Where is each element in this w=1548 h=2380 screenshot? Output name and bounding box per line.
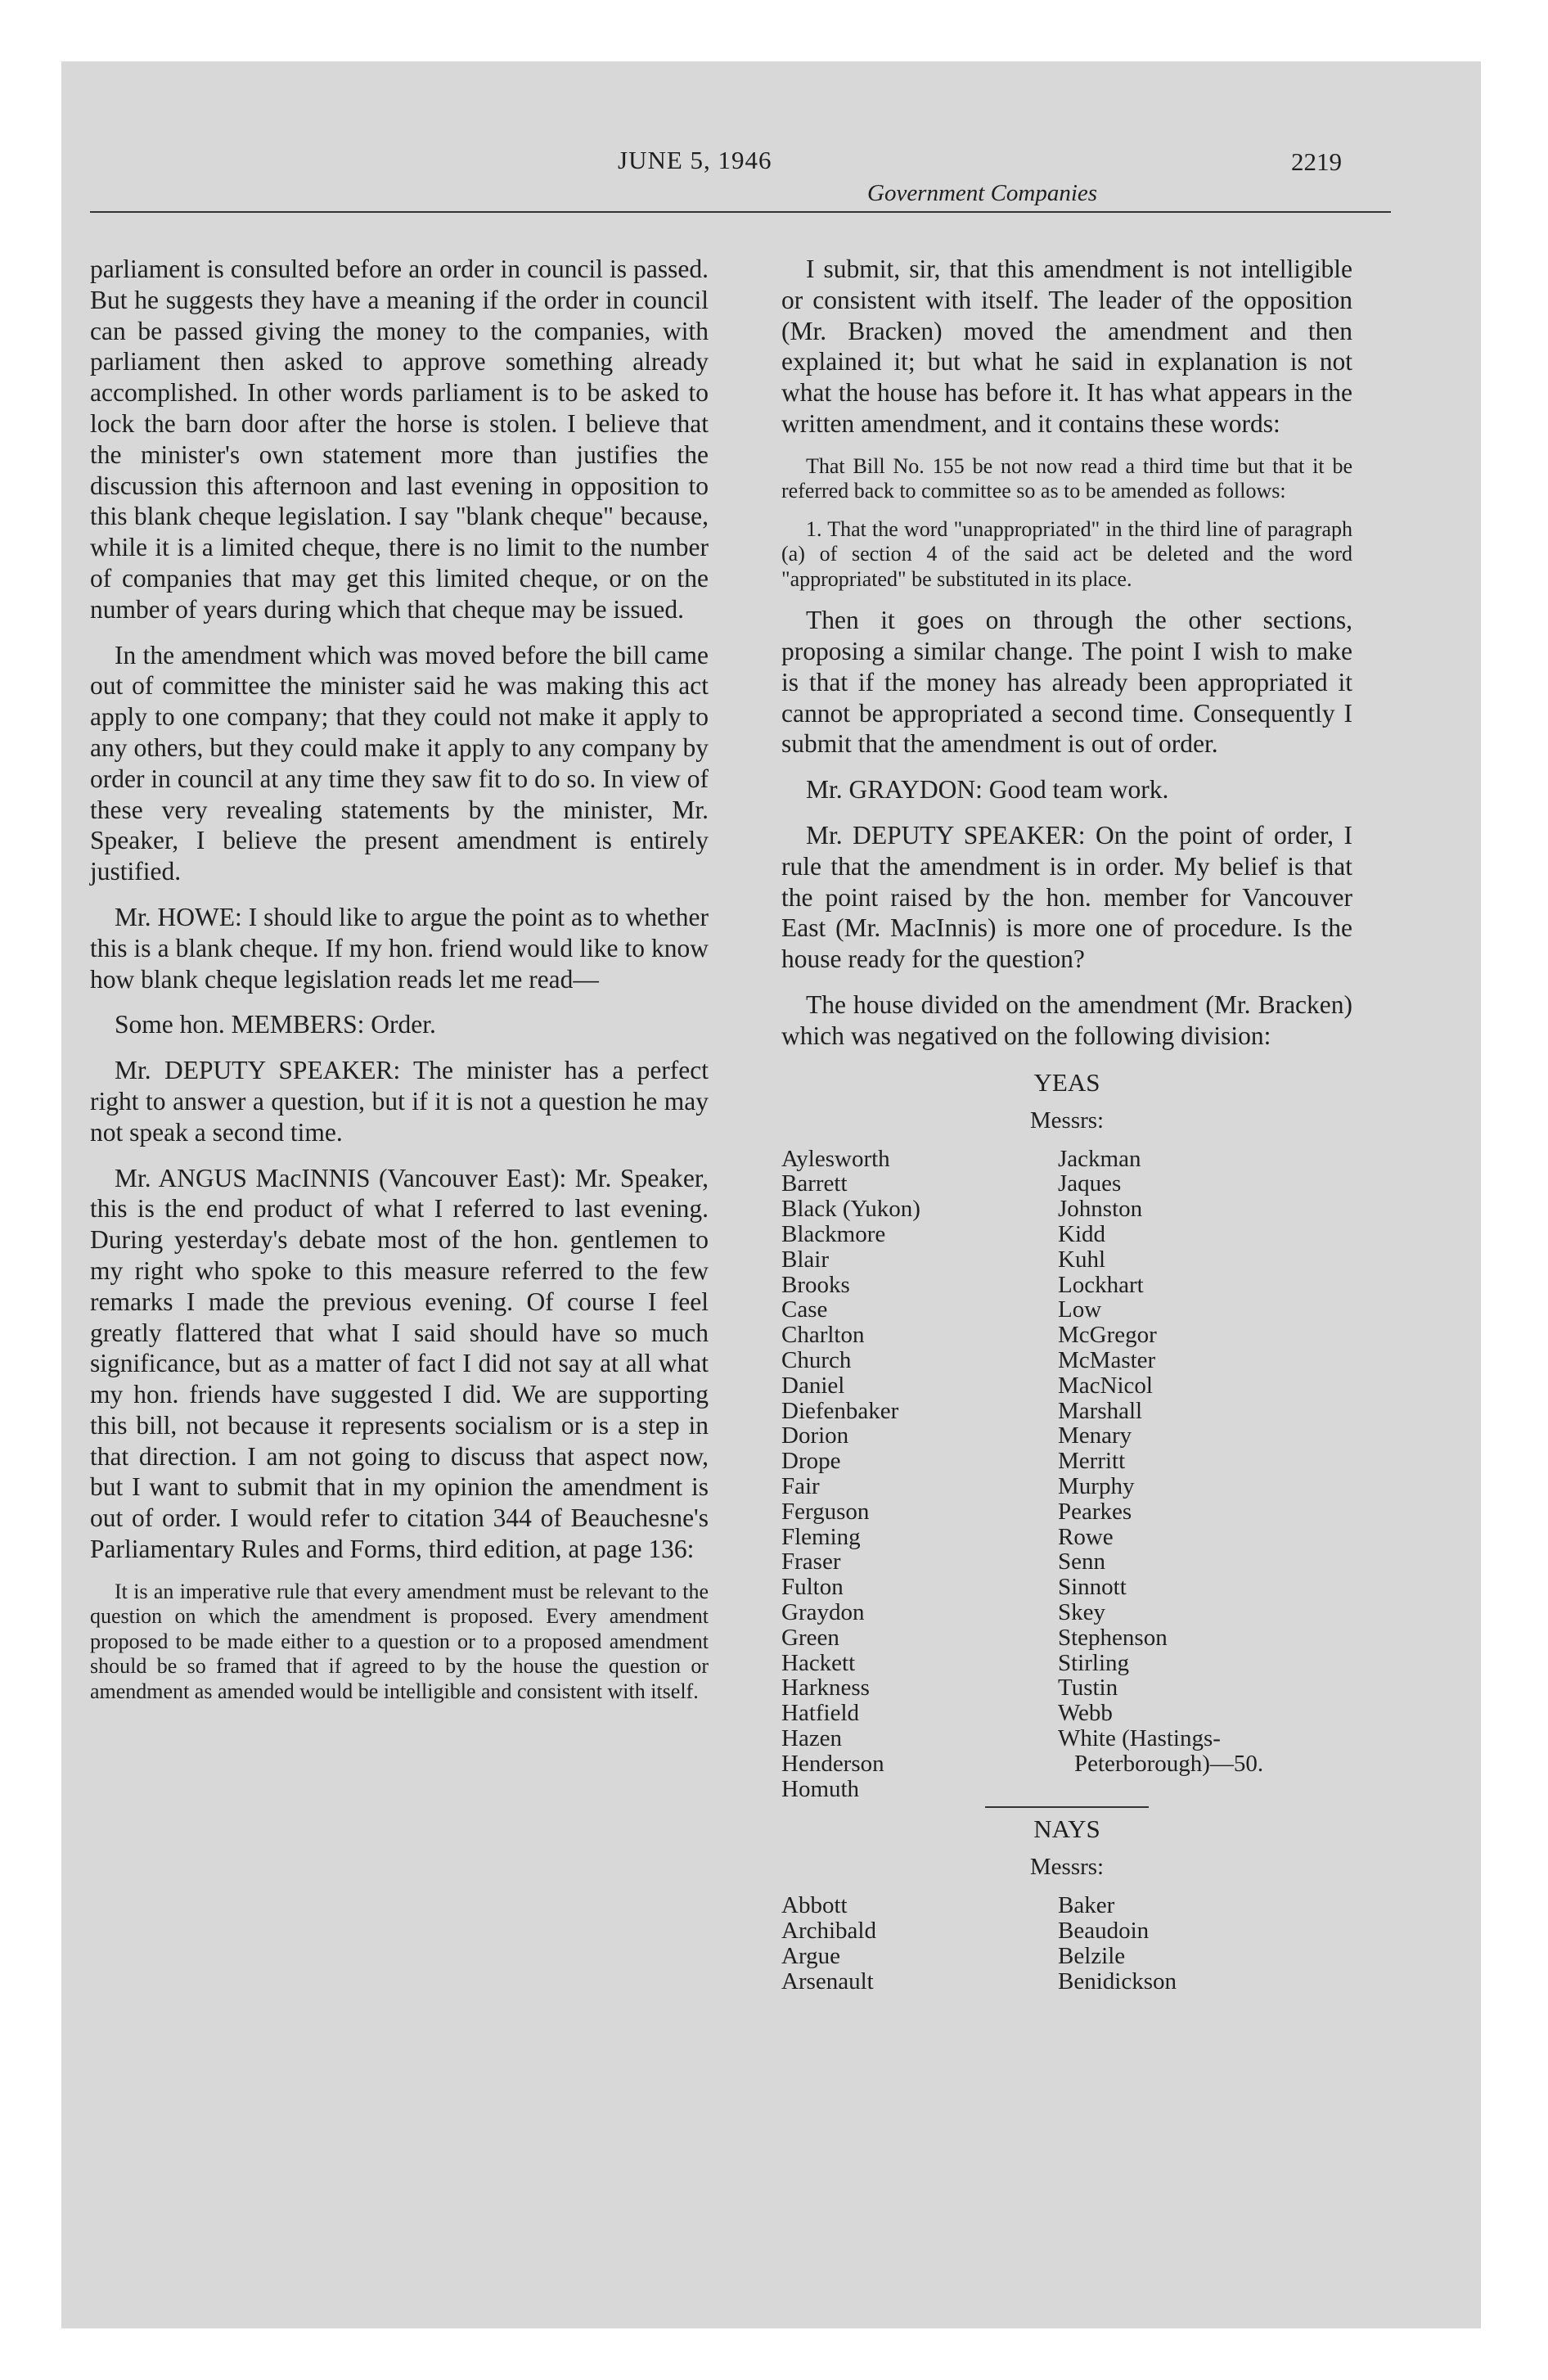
list-item: Skey [1058, 1598, 1105, 1625]
speech-macinnis: Mr. ANGUS MacINNIS (Vancouver East): Mr. Speaker, this is the end product of what I referred to last evening. During yesterday's debate most of the hon. gentlemen to my right who spoke to this measure referred to the few remarks I made the previous evening. Of course I feel greatly flattered that what I said should have so much significance, but as a matter of fact I did not say at all what my hon. friends have suggested I did. We are supporting this bill, not because it represents socialism or is a step in that direction. I am not going to discuss that aspect now, but I want to submit that in my opinion the amendment is out of order. I would refer to citation 344 of Beauchesne's Parliamentary Rules and Forms, third edition, at page 136: [90, 1163, 709, 1564]
speech-deputy-speaker-ruling: Mr. DEPUTY SPEAKER: On the point of order, I rule that the amendment is in order. My belief is that the point raised by the hon. member for Vancouver East (Mr. MacInnis) is more one of procedure. Is the house ready for the question? [781, 821, 1352, 974]
list-item: Pearkes [1058, 1498, 1132, 1525]
list-item: Stirling [1058, 1649, 1130, 1676]
list-item: Low [1058, 1296, 1102, 1323]
list-item: Fulton [781, 1574, 844, 1601]
list-item: Sinnott [1058, 1574, 1127, 1601]
paragraph: In the amendment which was moved before the bill came out of committee the minister said he was making this act apply to one company; that they could not make it apply to any others, but they could make it apply to any company by order in council at any time they saw fit to do so. In view of these very revealing statements by the minister, Mr. Speaker, I believe the present amendment is entirely justified. [90, 640, 709, 886]
list-item: Hazen [781, 1724, 843, 1751]
yeas-list-left [781, 1147, 1051, 1802]
list-item: Webb [1058, 1700, 1113, 1727]
list-item: Jackman [1058, 1145, 1141, 1172]
list-item: Beaudoin [1058, 1918, 1150, 1945]
paragraph: Then it goes on through the other sections, proposing a similar change. The point I wish to make is that if the money has already been appropriated it cannot be appropriated a second time. Consequently I submit that the amendment is out of order. [781, 606, 1352, 759]
list-item: Hatfield [781, 1700, 860, 1727]
amendment-quote-item: 1. That the word "unappropriated" in the third line of paragraph (a) of section 4 of the said act be deleted and the word "appropriated" be substituted in its place. [781, 516, 1352, 591]
yeas-messrs: Messrs: [1029, 1107, 1105, 1134]
list-item: Case [781, 1296, 828, 1323]
yeas-list [781, 1147, 1352, 1802]
nays-list-left [781, 1893, 1051, 1994]
list-item: Dorion [781, 1422, 849, 1449]
list-item: Menary [1058, 1422, 1132, 1449]
paragraph: parliament is consulted before an order in council is passed. But he suggests they have a meaning if the order in council can be passed giving the money to the companies, with parliament then asked to approve something already accomplished. In other words parliament is to be asked to lock the barn door after the horse is stolen. I believe that the minister's own statement more than justifies the discussion this afternoon and last evening in opposition to this blank cheque legislation. I say "blank cheque" because, while it is a limited cheque, there is no limit to the number of companies that may get this limited cheque, or on the number of years during which that cheque may be issued. [90, 255, 709, 624]
nays-messrs: Messrs: [1029, 1854, 1105, 1881]
speech-howe: Mr. HOWE: I should like to argue the point as to whether this is a blank cheque. If my hon. friend would like to know how blank cheque legislation reads let me read— [90, 902, 709, 994]
list-item: Senn [1058, 1548, 1105, 1575]
list-item: Homuth [781, 1775, 860, 1802]
list-item: Green [781, 1624, 839, 1651]
list-item: MacNicol [1058, 1372, 1153, 1399]
list-item: Argue [781, 1942, 840, 1969]
speech-deputy-speaker: Mr. DEPUTY SPEAKER: The minister has a perfect right to answer a question, but if it is not a question he may not speak a second time. [90, 1056, 709, 1147]
list-item: Daniel [781, 1372, 845, 1399]
list-item: Peterborough)—50. [1074, 1750, 1264, 1777]
nays-heading: NAYS [1033, 1814, 1100, 1844]
list-item: Blair [781, 1246, 829, 1273]
list-item: Kidd [1058, 1221, 1105, 1248]
list-item: Merritt [1058, 1448, 1126, 1475]
header-date: JUNE 5, 1946 [618, 146, 772, 174]
citation-quote: It is an imperative rule that every amendment must be relevant to the question on which the amendment is proposed. Every amendment proposed to be made either to a question or to a proposed amendment should be so framed that if agreed to by the house the question or amendment as amended would be intelligible and consistent with itself. [90, 1579, 709, 1703]
division-intro: The house divided on the amendment (Mr. Bracken) which was negatived on the following division: [781, 990, 1352, 1050]
list-item: Black (Yukon) [781, 1196, 920, 1223]
header-page-number: 2219 [1291, 147, 1342, 176]
list-item: Belzile [1058, 1942, 1126, 1969]
page-header [90, 90, 1391, 213]
divider [985, 1806, 1149, 1808]
list-item: Archibald [781, 1918, 876, 1945]
yeas-heading: YEAS [1033, 1067, 1100, 1097]
list-item: Graydon [781, 1598, 865, 1625]
nays-list-right [1058, 1893, 1352, 1994]
list-item: Arsenault [781, 1968, 874, 1995]
list-item: Harkness [781, 1675, 870, 1702]
speech-graydon: Mr. GRAYDON: Good team work. [806, 775, 1169, 805]
list-item: Charlton [781, 1322, 865, 1349]
list-item: Lockhart [1058, 1271, 1144, 1298]
list-item: Drope [781, 1448, 841, 1475]
speech-members: Some hon. MEMBERS: Order. [115, 1010, 436, 1039]
list-item: Benidickson [1058, 1968, 1177, 1995]
list-item: McMaster [1058, 1347, 1156, 1374]
list-item: Rowe [1058, 1523, 1114, 1550]
list-item: White (Hastings- [1058, 1724, 1221, 1751]
list-item: Tustin [1058, 1675, 1118, 1702]
header-section-title: Government Companies [867, 180, 1098, 206]
list-item: Hackett [781, 1649, 856, 1676]
right-column [781, 254, 1352, 1995]
list-item: Abbott [781, 1892, 848, 1919]
list-item: Diefenbaker [781, 1397, 899, 1424]
list-item: Henderson [781, 1750, 884, 1777]
header-rule [90, 211, 1391, 213]
list-item: Marshall [1058, 1397, 1143, 1424]
list-item: McGregor [1058, 1322, 1157, 1349]
list-item: Fair [781, 1473, 820, 1499]
list-item: Stephenson [1058, 1624, 1168, 1651]
list-item: Aylesworth [781, 1145, 890, 1172]
list-item: Murphy [1058, 1473, 1135, 1499]
list-item: Blackmore [781, 1221, 886, 1248]
paragraph: I submit, sir, that this amendment is not intelligible or consistent with itself. The leader of the opposition (Mr. Bracken) moved the amendment and then explained it; but what he said in explanation is not what the house has before it. It has what appears in the written amendment, and it contains these words: [781, 255, 1352, 438]
list-item: Ferguson [781, 1498, 870, 1525]
list-item: Fraser [781, 1548, 841, 1575]
list-item: Johnston [1058, 1196, 1143, 1223]
list-item: Barrett [781, 1170, 848, 1197]
yeas-list-right [1058, 1147, 1352, 1802]
list-item: Jaques [1058, 1170, 1122, 1197]
list-item: Fleming [781, 1523, 861, 1550]
nays-list [781, 1893, 1352, 1994]
list-item: Kuhl [1058, 1246, 1105, 1273]
amendment-quote: That Bill No. 155 be not now read a third time but that it be referred back to committee so as to be amended as follows: [781, 453, 1352, 503]
list-item: Church [781, 1347, 852, 1374]
list-item: Baker [1058, 1892, 1115, 1919]
left-column [90, 254, 709, 1717]
list-item: Brooks [781, 1271, 850, 1298]
